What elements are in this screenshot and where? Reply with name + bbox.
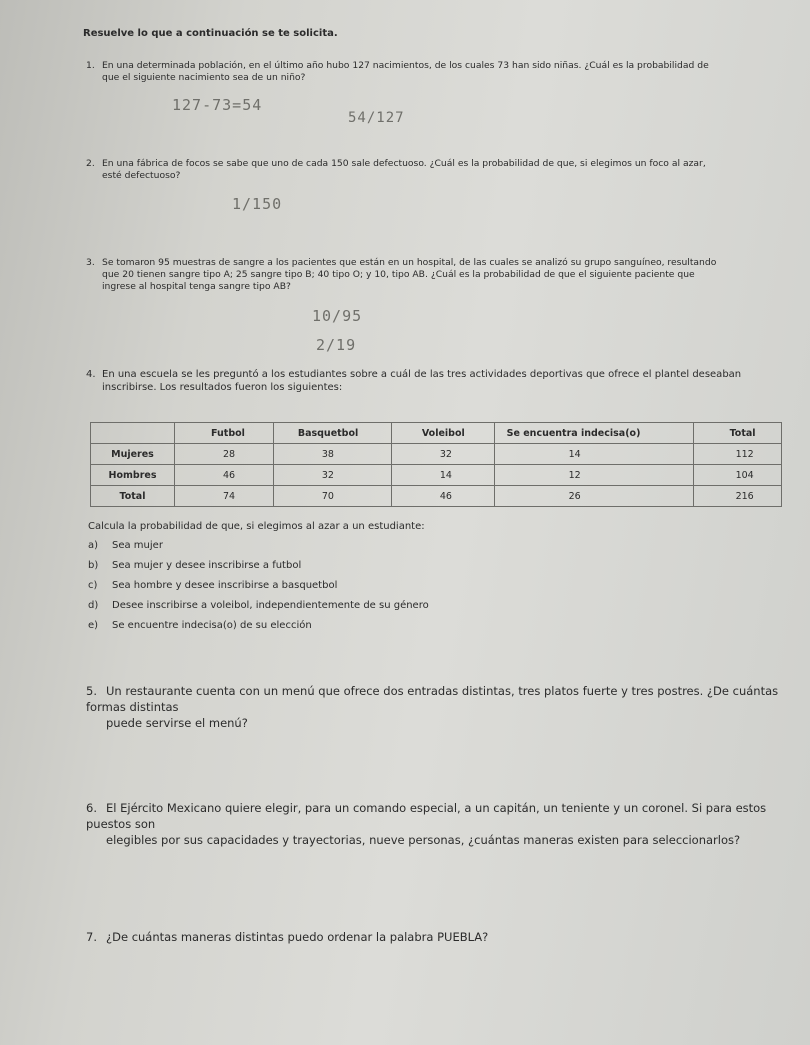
table-header-cell: Total	[693, 423, 781, 444]
table-header-cell: Voleibol	[391, 423, 494, 444]
question-text-line: En una escuela se les preguntó a los estudiantes sobre a cuál de las tres actividades deportivas que ofrece el plantel deseaban	[102, 369, 742, 380]
handwritten-answer: 127-73=54	[172, 96, 263, 114]
item-text: Sea hombre y desee inscribirse a basquetbol	[112, 580, 338, 591]
table-header-cell	[91, 423, 175, 444]
table-cell: 32	[391, 444, 494, 465]
handwritten-answer: 2/19	[316, 336, 357, 354]
question-text-line: que el siguiente nacimiento sea de un niño?	[102, 72, 306, 83]
table-cell: 216	[693, 486, 781, 507]
item-label: b)	[88, 560, 99, 571]
question-number: 1.	[86, 60, 95, 71]
table-cell: 26	[494, 486, 693, 507]
table-cell: 112	[693, 444, 781, 465]
item-text: Sea mujer y desee inscribirse a futbol	[112, 560, 302, 571]
table-cell: 28	[175, 444, 274, 465]
item-label: a)	[88, 540, 99, 551]
question-text-line: El Ejército Mexicano quiere elegir, para un comando especial, a un capitán, un teniente y un coronel. Si para estos puestos son	[86, 801, 767, 831]
table-row	[91, 486, 782, 507]
question-text-line: En una fábrica de focos se sabe que uno de cada 150 sale defectuoso. ¿Cuál es la probabilidad de que, si elegimos un foco al azar,	[102, 158, 706, 169]
question-text-line: En una determinada población, en el último año hubo 127 nacimientos, de los cuales 73 han sido niñas. ¿Cuál es la probabilidad de	[102, 60, 709, 71]
question-number: 6.	[86, 801, 97, 815]
question-3	[86, 257, 776, 293]
item-label: c)	[88, 580, 98, 591]
item-text: Sea mujer	[112, 540, 163, 551]
table-cell: 14	[391, 465, 494, 486]
table-header-cell: Basquetbol	[273, 423, 391, 444]
results-table	[90, 422, 782, 507]
table-cell: 14	[494, 444, 693, 465]
question-7	[86, 929, 801, 945]
question-number: 7.	[86, 930, 97, 944]
table-header-cell: Futbol	[175, 423, 274, 444]
table-cell: 38	[273, 444, 391, 465]
page-title: Resuelve lo que a continuación se te solicita.	[83, 28, 338, 39]
item-text: Se encuentre indecisa(o) de su elección	[112, 620, 312, 631]
question-6	[86, 800, 801, 848]
table-cell: 74	[175, 486, 274, 507]
question-number: 5.	[86, 684, 97, 698]
table-row-header: Hombres	[91, 465, 175, 486]
list-item	[88, 539, 588, 552]
question-text-line: Un restaurante cuenta con un menú que ofrece dos entradas distintas, tres platos fuerte y tres postres. ¿De cuántas formas distintas	[86, 684, 779, 714]
item-text: Desee inscribirse a voleibol, independientemente de su género	[112, 600, 429, 611]
table-cell: 46	[391, 486, 494, 507]
table-row-header: Mujeres	[91, 444, 175, 465]
table-row	[91, 444, 782, 465]
table-cell: 104	[693, 465, 781, 486]
question-text-line: puede servirse el menú?	[106, 716, 248, 730]
handwritten-answer: 54/127	[348, 110, 405, 126]
question-number: 3.	[86, 257, 95, 268]
table-header-row	[91, 423, 782, 444]
list-item	[88, 579, 588, 592]
list-item	[88, 599, 588, 612]
question-text-line: elegibles por sus capacidades y trayectorias, nueve personas, ¿cuántas maneras existen para seleccionarlos?	[106, 833, 741, 847]
handwritten-answer: 1/150	[232, 195, 283, 213]
list-item	[88, 559, 588, 572]
question-number: 4.	[86, 369, 96, 380]
table-cell: 32	[273, 465, 391, 486]
question-5	[86, 683, 801, 731]
table-cell: 70	[273, 486, 391, 507]
question-text-line: que 20 tienen sangre tipo A; 25 sangre tipo B; 40 tipo O; y 10, tipo AB. ¿Cuál es la probabilidad de que el siguiente paciente que	[102, 269, 695, 280]
question-4	[86, 368, 786, 394]
question-4-prompt: Calcula la probabilidad de que, si elegimos al azar a un estudiante:	[88, 521, 425, 532]
table-cell: 12	[494, 465, 693, 486]
question-2	[86, 158, 776, 182]
item-label: d)	[88, 600, 99, 611]
table-row	[91, 465, 782, 486]
question-text-line: ¿De cuántas maneras distintas puedo ordenar la palabra PUEBLA?	[106, 930, 489, 944]
question-text-line: inscribirse. Los resultados fueron los siguientes:	[102, 382, 343, 393]
table-cell: 46	[175, 465, 274, 486]
question-text-line: esté defectuoso?	[102, 170, 181, 181]
table-row-header: Total	[91, 486, 175, 507]
table-header-cell: Se encuentra indecisa(o)	[494, 423, 693, 444]
handwritten-answer: 10/95	[312, 307, 363, 325]
question-text-line: ingrese al hospital tenga sangre tipo AB?	[102, 281, 291, 292]
list-item	[88, 619, 588, 632]
item-label: e)	[88, 620, 99, 631]
question-1	[86, 60, 776, 84]
question-text-line: Se tomaron 95 muestras de sangre a los pacientes que están en un hospital, de las cuales se analizó su grupo sanguíneo, resultando	[102, 257, 717, 268]
question-number: 2.	[86, 158, 95, 169]
